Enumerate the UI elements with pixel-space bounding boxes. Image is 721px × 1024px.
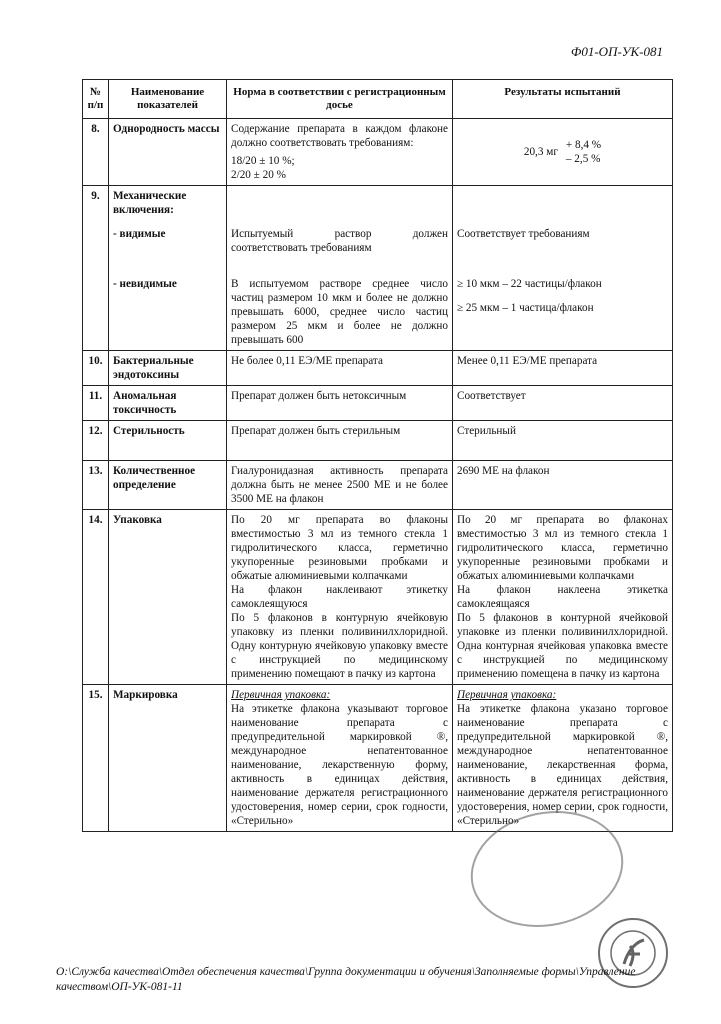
table-row (83, 685, 673, 832)
header-norm: Норма в соответствии с регистрационным досье (227, 80, 453, 119)
row-subname: - видимые (113, 228, 166, 240)
row-result (453, 685, 673, 832)
norm-text: По 20 мг препарата во флаконы вместимостью 3 мл из темного стекла 1 гидролитического класса, герметично укупоренные резиновыми пробками и обжатые алюминиевыми колпачками (231, 514, 448, 582)
row-norm: Препарат должен быть нетоксичным (227, 386, 453, 421)
norm-text: Содержание препарата в каждом флаконе должно соответствовать требованиям: (231, 123, 448, 149)
result-mass: 20,3 мг (523, 146, 558, 158)
table-row (83, 351, 673, 386)
row-norm: Гиалуронидазная активность препарата должна быть не менее 2500 МЕ и не более 3500 МЕ на флакон (227, 461, 453, 510)
norm-subheading: Первичная упаковка: (231, 689, 331, 701)
row-norm: Препарат должен быть стерильным (227, 421, 453, 461)
row-result: Стерильный (453, 421, 673, 461)
row-subname: - невидимые (113, 278, 177, 290)
row-name: Бактериальные эндотоксины (109, 351, 227, 386)
result-text: По 5 флаконов в контурной ячейковой упаковке из пленки поливинилхлоридной. Одна контурная ячейковая упаковка вместе с инструкцией по медицинскому применению помещена в пачку из картона (457, 612, 668, 680)
result-subheading: Первичная упаковка: (457, 689, 557, 701)
table-row (83, 421, 673, 461)
row-norm (227, 186, 453, 351)
table-row (83, 119, 673, 186)
result-text: На этикетке флакона указано торговое наименование препарата с предупредительной маркировкой ®, международное непатентованное наименование, лекарственная форма, активность в единицах действия, наименование держателя регистрационного удостоверения, номер серии, срок годности, «Стерильно» (457, 703, 668, 827)
row-num: 12. (83, 421, 109, 461)
result-text: ≥ 25 мкм – 1 частица/флакон (457, 302, 594, 314)
row-name: Упаковка (109, 510, 227, 685)
norm-text: 2/20 ± 20 % (231, 169, 286, 181)
row-name (109, 186, 227, 351)
row-name: Аномальная токсичность (109, 386, 227, 421)
norm-text: В испытуемом растворе среднее число частиц размером 10 мкм и более не должно превышать 6000, среднее число частиц размером 25 мкм и более не должно превышать 600 (231, 278, 448, 346)
row-norm (227, 510, 453, 685)
header-result: Результаты испытаний (453, 80, 673, 119)
row-name-main: Механические включения: (113, 190, 187, 216)
row-result: 2690 МЕ на флакон (453, 461, 673, 510)
row-num: 11. (83, 386, 109, 421)
row-result: Менее 0,11 ЕЭ/МЕ препарата (453, 351, 673, 386)
row-num: 10. (83, 351, 109, 386)
result-text: На флакон наклеена этикетка самоклеящаяся (457, 584, 668, 610)
header-num: № п/п (83, 80, 109, 119)
row-num: 8. (83, 119, 109, 186)
table-row (83, 510, 673, 685)
document-code: Ф01-ОП-УК-081 (570, 44, 663, 59)
table-row (83, 186, 673, 351)
row-name: Количественное определение (109, 461, 227, 510)
row-num: 9. (83, 186, 109, 351)
result-plus: + 8,4 % (565, 139, 602, 151)
header-name: Наименование показателей (109, 80, 227, 119)
row-norm (227, 119, 453, 186)
result-text: ≥ 10 мкм – 22 частицы/флакон (457, 278, 602, 290)
row-name: Стерильность (109, 421, 227, 461)
norm-text: На флакон наклеивают этикетку самоклеящуюся (231, 584, 448, 610)
row-name: Маркировка (109, 685, 227, 832)
row-num: 15. (83, 685, 109, 832)
row-name: Однородность массы (109, 119, 227, 186)
test-results-table (82, 79, 673, 832)
result-minus: – 2,5 % (565, 153, 601, 165)
row-result (453, 186, 673, 351)
table-row (83, 461, 673, 510)
norm-text: 18/20 ± 10 %; (231, 155, 295, 167)
row-result (453, 510, 673, 685)
norm-text: На этикетке флакона указывают торговое наименование препарата с предупредительной маркировкой ®, международное непатентованное наименование, лекарственную форму, активность в единицах действия, наименование держателя регистрационного удостоверения, номер серии, срок годности, «Стерильно» (231, 703, 448, 827)
norm-text: Испытуемый раствор должен соответствовать требованиям (231, 228, 448, 254)
table-row (83, 386, 673, 421)
table-header (83, 80, 673, 119)
result-text: По 20 мг препарата во флаконах вместимостью 3 мл из темного стекла 1 гидролитического класса, герметично укупоренные резиновыми пробками и обжатых алюминиевыми колпачками (457, 514, 668, 582)
row-result (453, 119, 673, 186)
row-norm (227, 685, 453, 832)
row-num: 13. (83, 461, 109, 510)
row-norm: Не более 0,11 ЕЭ/МЕ препарата (227, 351, 453, 386)
norm-text: По 5 флаконов в контурную ячейковую упаковку из пленки поливинилхлоридной. Одну контурную ячейковую упаковку вместе с инструкцией по медицинскому применению помещают в пачку из картона (231, 612, 448, 680)
row-num: 14. (83, 510, 109, 685)
footer-path: О:\Служба качества\Отдел обеспечения качества\Группа документации и обучения\Заполняемые формы\Управление качеством\ОП-УК-081-11 (56, 966, 636, 993)
result-text: Соответствует требованиям (457, 228, 590, 240)
row-result: Соответствует (453, 386, 673, 421)
